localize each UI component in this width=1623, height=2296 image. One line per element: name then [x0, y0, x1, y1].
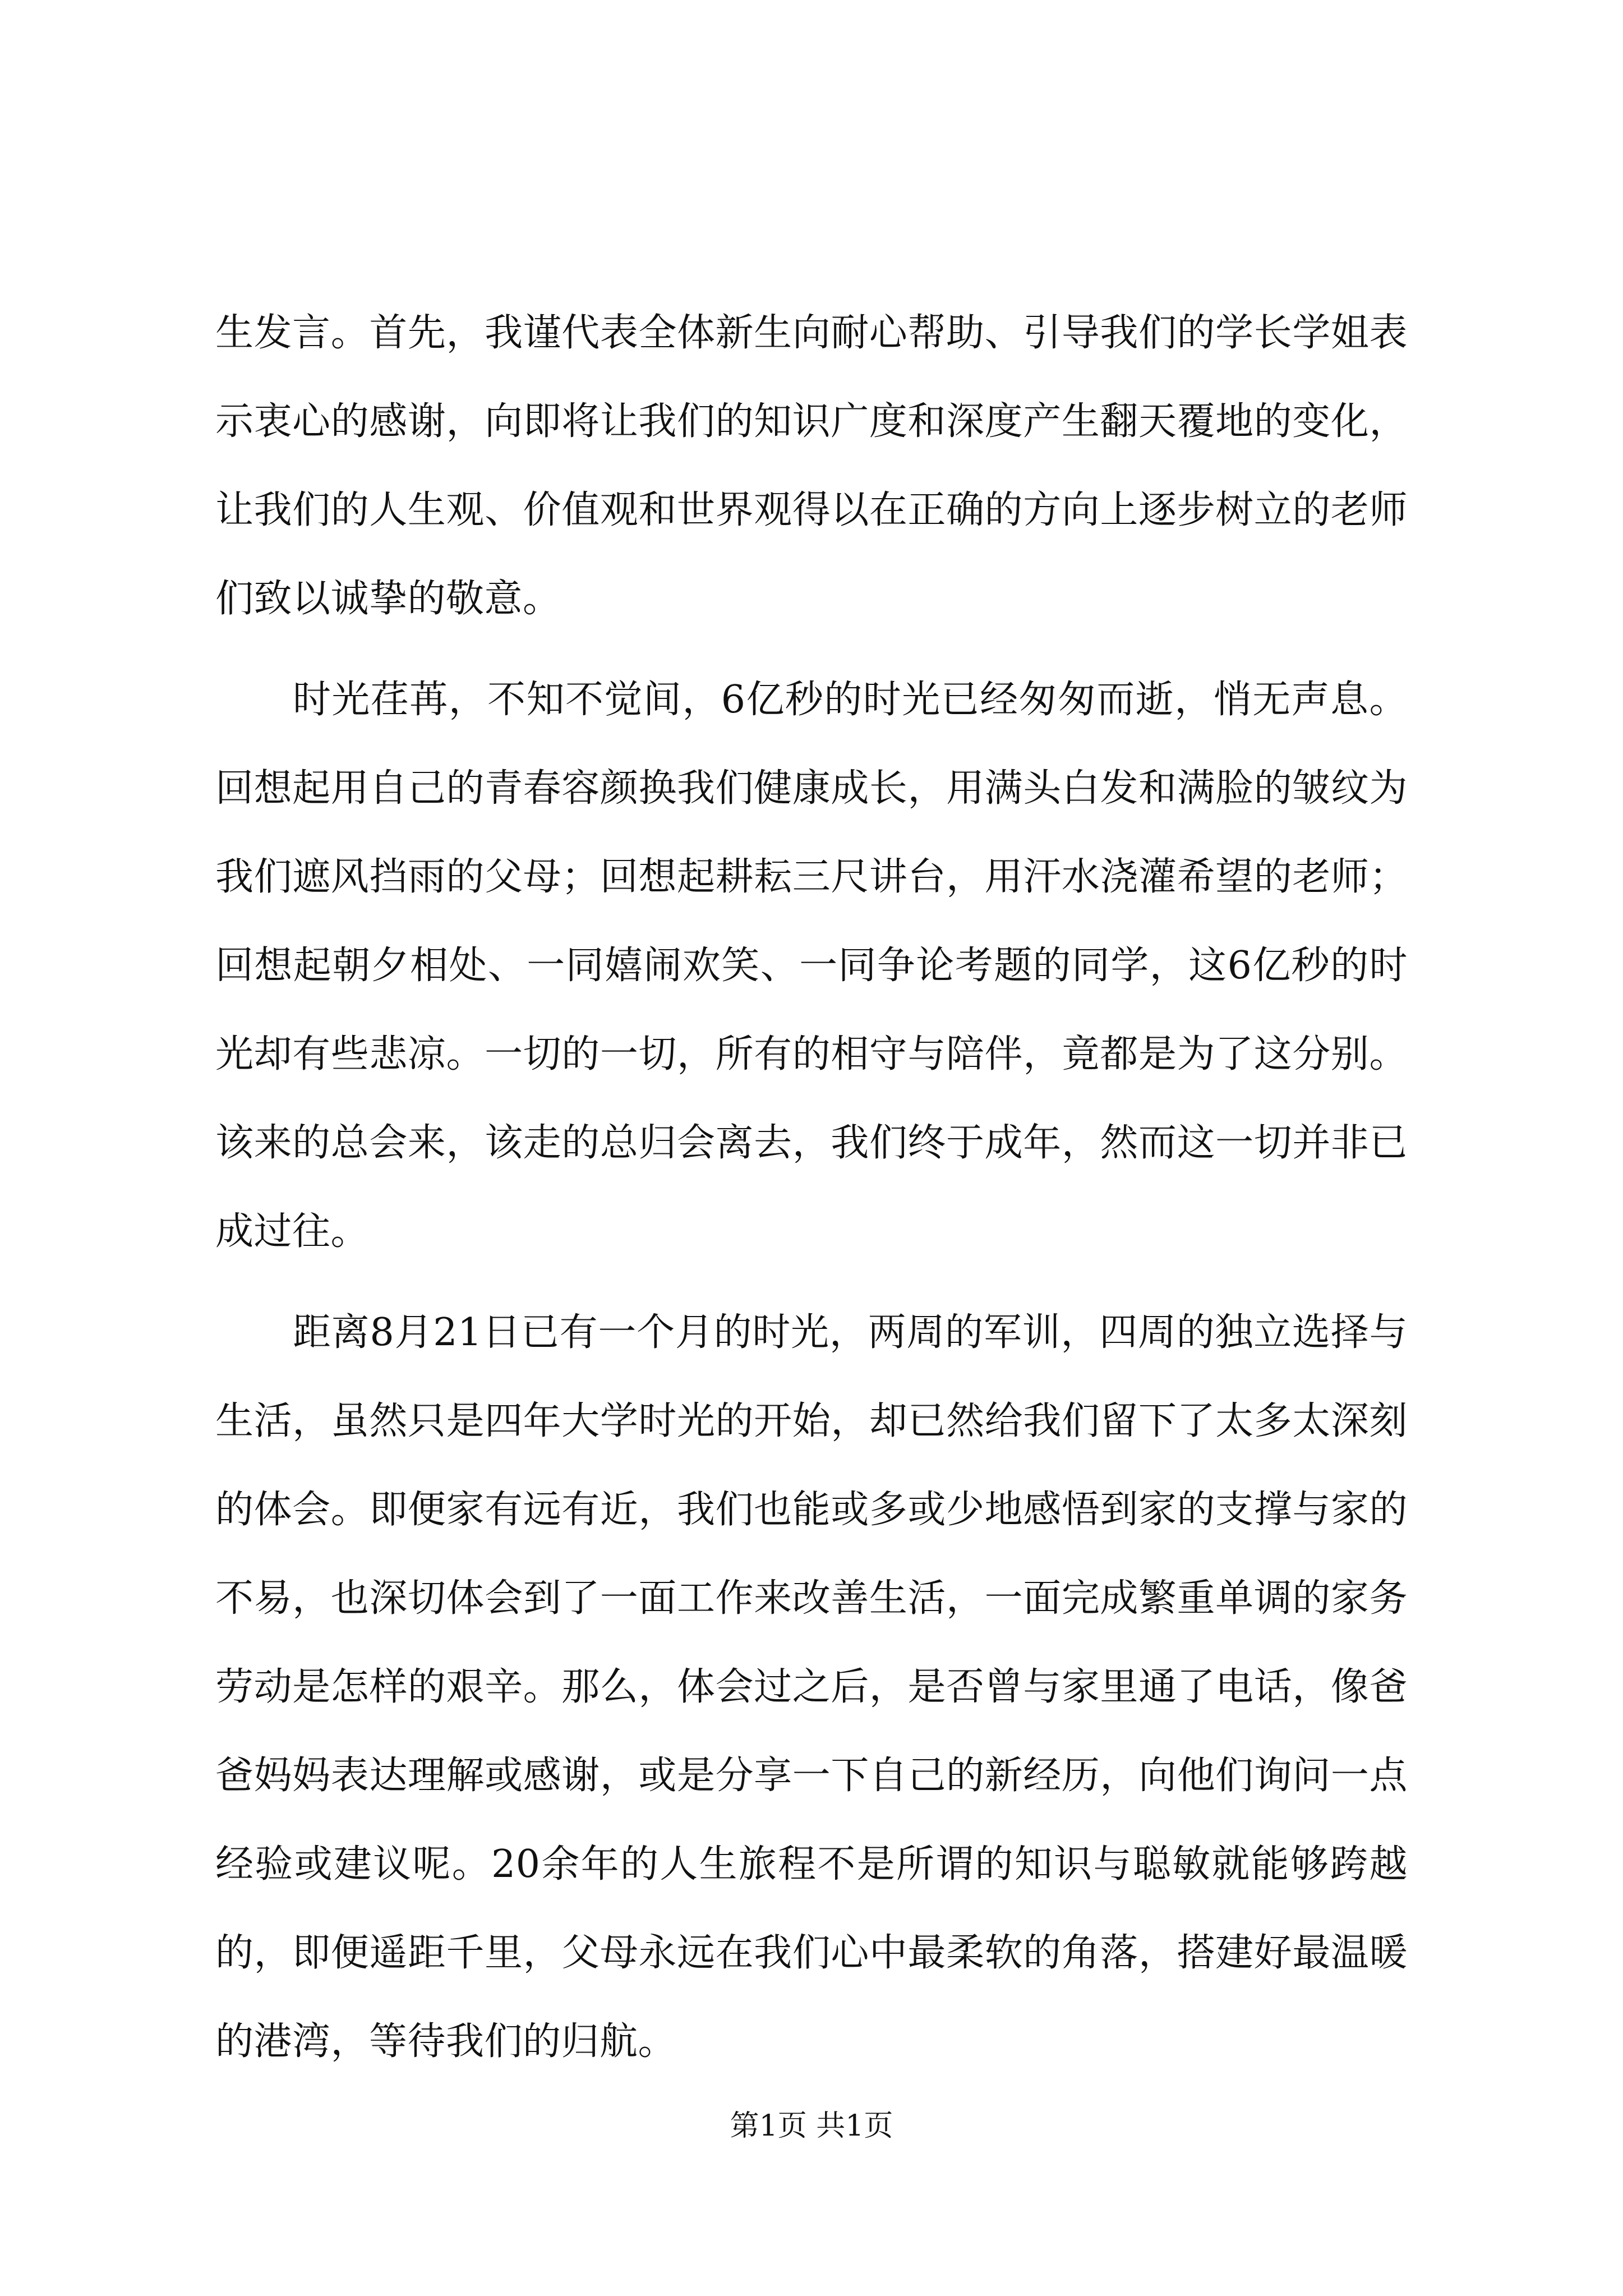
paragraph-1: 生发言。首先，我谨代表全体新生向耐心帮助、引导我们的学长学姐表示衷心的感谢，向即将让我们的知识广度和深度产生翻天覆地的变化，让我们的人生观、价值观和世界观得以在正确的方向上逐步树立的老师们致以诚挚的敬意。	[215, 311, 1408, 621]
paragraph-2: 时光荏苒，不知不觉间，6亿秒的时光已经匆匆而逝，悄无声息。回想起用自己的青春容颜换我们健康成长，用满头白发和满脸的皱纹为我们遮风挡雨的父母；回想起耕耘三尺讲台，用汗水浇灌希望的老师；回想起朝夕相处、一同嬉闹欢笑、一同争论考题的同学，这6亿秒的时光却有些悲凉。一切的一切，所有的相守与陪伴，竟都是为了这分别。该来的总会来，该走的总归会离去，我们终于成年，然而这一切并非已成过往。	[215, 678, 1408, 1254]
paragraph-3: 距离8月21日已有一个月的时光，两周的军训，四周的独立选择与生活，虽然只是四年大学时光的开始，却已然给我们留下了太多太深刻的体会。即便家有远有近，我们也能或多或少地感悟到家的支撑与家的不易，也深切体会到了一面工作来改善生活，一面完成繁重单调的家务劳动是怎样的艰辛。那么，体会过之后，是否曾与家里通了电话，像爸爸妈妈表达理解或感谢，或是分享一下自己的新经历，向他们询问一点经验或建议呢。20余年的人生旅程不是所谓的知识与聪敏就能够跨越的，即便遥距千里，父母永远在我们心中最柔软的角落，搭建好最温暖的港湾，等待我们的归航。	[215, 1310, 1408, 2064]
document-body	[215, 289, 1408, 2099]
page-footer: 第1页 共1页	[730, 2109, 893, 2143]
